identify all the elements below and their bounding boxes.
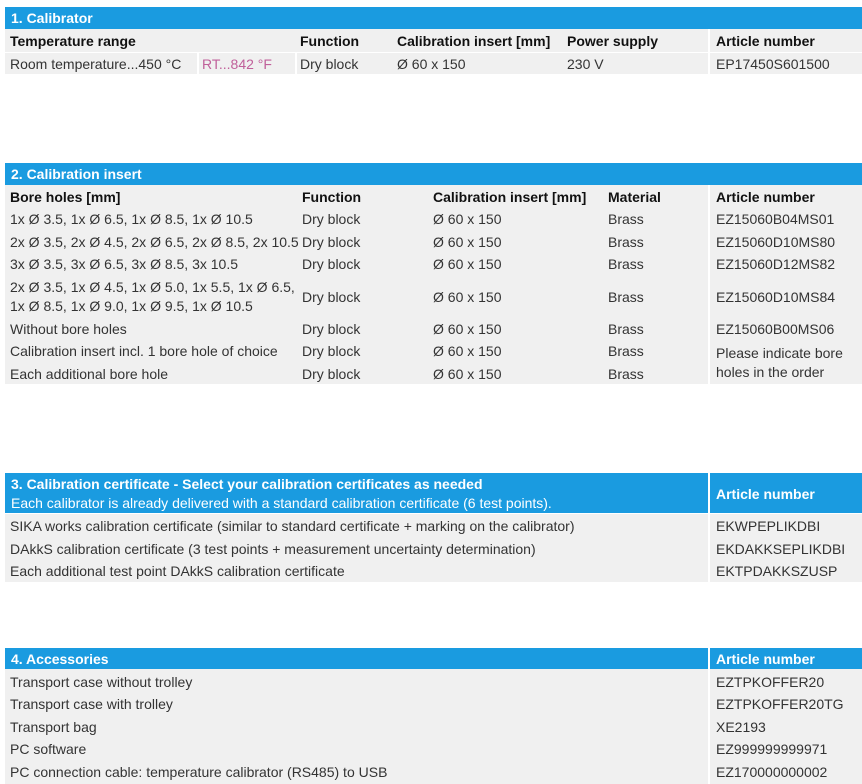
section-calibrator [5, 7, 862, 74]
section-title: 2. Calibration insert [11, 166, 142, 182]
article-header-bar [710, 473, 862, 513]
col-calibration-insert: Calibration insert [mm] [433, 189, 587, 205]
article: EKTPDAKKSZUSP [716, 563, 838, 579]
certificate-label: SIKA works calibration certificate (similar to standard certificate + marking on the calibrator) [10, 518, 575, 534]
accessory-label: Transport case with trolley [10, 696, 173, 712]
material: Brass [608, 289, 644, 305]
bore-holes: 1x Ø 3.5, 1x Ø 6.5, 1x Ø 8.5, 1x Ø 10.5 [10, 211, 253, 227]
article: EZTPKOFFER20TG [716, 696, 844, 712]
material: Brass [608, 234, 644, 250]
function: Dry block [302, 321, 361, 337]
section-title-bar [5, 7, 862, 29]
bore-holes: 3x Ø 3.5, 3x Ø 6.5, 3x Ø 8.5, 3x 10.5 [10, 256, 239, 272]
material: Brass [608, 256, 644, 272]
function: Dry block [302, 234, 361, 250]
article: EKDAKKSEPLIKDBI [716, 541, 846, 557]
col-power-supply: Power supply [567, 33, 659, 49]
insert: Ø 60 x 150 [433, 256, 502, 272]
article: EZ15060D10MS84 [716, 289, 836, 305]
section-accessories [5, 648, 862, 784]
insert-value: Ø 60 x 150 [397, 56, 466, 72]
temp-range-celsius: Room temperature...450 °C [10, 56, 182, 72]
col-temperature-range: Temperature range [10, 33, 136, 49]
section-title: 4. Accessories [11, 651, 109, 667]
col-bore-holes: Bore holes [mm] [10, 189, 121, 205]
accessory-label: PC software [10, 741, 87, 757]
section-title-bar [5, 473, 708, 513]
accessory-label: Transport bag [10, 719, 97, 735]
article: EZ999999999971 [716, 741, 828, 757]
material: Brass [608, 321, 644, 337]
insert: Ø 60 x 150 [433, 321, 502, 337]
col-article-number: Article number [716, 651, 815, 667]
insert: Ø 60 x 150 [433, 343, 502, 359]
article: EZ15060B04MS01 [716, 211, 835, 227]
function-value: Dry block [300, 56, 359, 72]
bore-holes: Without bore holes [10, 321, 127, 337]
col-function: Function [300, 33, 360, 49]
bore-holes: 2x Ø 3.5, 2x Ø 4.5, 2x Ø 6.5, 2x Ø 8.5, 2x 10.5 [10, 234, 299, 250]
section-subtitle: Each calibrator is already delivered with a standard calibration certificate (6 test points). [11, 495, 552, 511]
section-calibration-certificate [5, 473, 862, 582]
col-article-number: Article number [716, 486, 815, 502]
function: Dry block [302, 211, 361, 227]
bore-holes: Calibration insert incl. 1 bore hole of choice [10, 343, 278, 359]
accessory-label: Transport case without trolley [10, 674, 193, 690]
article: EZTPKOFFER20 [716, 674, 825, 690]
certificate-label: DAkkS calibration certificate (3 test points + measurement uncertainty determination) [10, 541, 536, 557]
function: Dry block [302, 343, 361, 359]
bore-holes-line-2: 1x Ø 8.5, 1x Ø 9.0, 1x Ø 9.5, 1x Ø 10.5 [10, 298, 253, 314]
section-title-bar [5, 163, 862, 185]
section-title-bar [5, 648, 708, 669]
accessory-label: PC connection cable: temperature calibrator (RS485) to USB [10, 764, 388, 780]
material: Brass [608, 366, 644, 382]
article: EZ15060D12MS82 [716, 256, 836, 272]
col-function: Function [302, 189, 362, 205]
insert: Ø 60 x 150 [433, 289, 502, 305]
section-title: 3. Calibration certificate - Select your calibration certificates as needed [11, 476, 483, 492]
col-article-number: Article number [716, 33, 815, 49]
col-calibration-insert: Calibration insert [mm] [397, 33, 551, 49]
bore-holes: Each additional bore hole [10, 366, 169, 382]
certificate-label: Each additional test point DAkkS calibration certificate [10, 563, 345, 579]
order-note-line-1: Please indicate bore [716, 345, 843, 361]
power-value: 230 V [567, 56, 604, 72]
article-header-bar [710, 648, 862, 669]
section-title: 1. Calibrator [11, 10, 93, 26]
bore-holes-line-1: 2x Ø 3.5, 1x Ø 4.5, 1x Ø 5.0, 1x 5.5, 1x Ø 6.5, [10, 279, 295, 295]
function: Dry block [302, 289, 361, 305]
insert: Ø 60 x 150 [433, 211, 502, 227]
article: EZ15060B00MS06 [716, 321, 835, 337]
article: EKWPEPLIKDBI [716, 518, 821, 534]
section-calibration-insert [5, 163, 862, 384]
temp-range-fahrenheit: RT...842 °F [202, 56, 272, 72]
insert: Ø 60 x 150 [433, 366, 502, 382]
article: EZ170000000002 [716, 764, 828, 780]
col-article-number: Article number [716, 189, 815, 205]
function: Dry block [302, 256, 361, 272]
material: Brass [608, 343, 644, 359]
article-value: EP17450S601500 [716, 56, 830, 72]
article: EZ15060D10MS80 [716, 234, 836, 250]
insert: Ø 60 x 150 [433, 234, 502, 250]
function: Dry block [302, 366, 361, 382]
col-material: Material [608, 189, 661, 205]
material: Brass [608, 211, 644, 227]
order-note-line-2: holes in the order [716, 364, 825, 380]
article: XE2193 [716, 719, 766, 735]
